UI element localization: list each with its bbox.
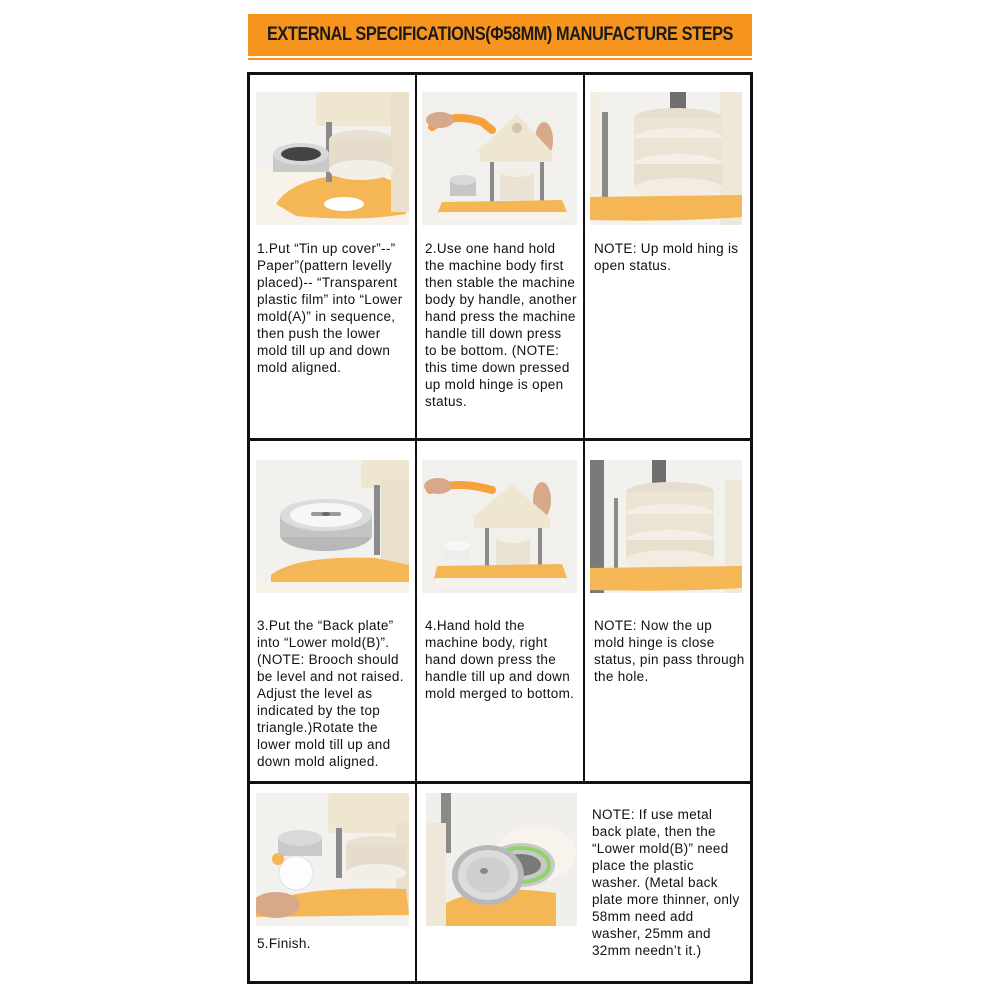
up-mold-hinge-open-icon [590,92,742,225]
step-1-photo [256,92,409,225]
note-2-caption: NOTE: Now the up mold hinge is close status, pin pass through the hole. [594,618,745,684]
step-5-caption: 5.Finish. [257,936,311,951]
step-1-caption: 1.Put “Tin up cover”--” Paper”(pattern levelly placed)-- “Transparent plastic film” into “Lower mold(A)” in sequence, then push the lower mold till up and down mold aligned. [257,241,403,375]
plastic-washer-icon [426,793,577,926]
step-3-photo [256,460,409,593]
step-3-caption: 3.Put the “Back plate” into “Lower mold(B)”. (NOTE: Brooch should be level and not raised. Adjust the level as indicated by the top triangle.)Rotate the lower mold till up and down mold aligned. [257,618,404,769]
finished-badge-icon [256,793,409,926]
lower-mold-loading-icon [256,92,409,225]
press-handle-icon [422,92,577,225]
press-handle-icon [422,460,577,593]
grid-divider-row-2 [247,781,753,784]
note-3-caption: NOTE: If use metal back plate, then the “Lower mold(B)” need place the plastic washer. (Metal back plate more thinner, only 58mm need add washer, 25mm and 32mm needn’t it.) [592,807,740,958]
banner-underline [248,58,752,60]
note-1-caption: NOTE: Up mold hing is open status. [594,241,739,273]
grid-divider-col-2 [583,72,585,782]
page-title: EXTERNAL SPECIFICATIONS(Φ58MM) MANUFACTURE STEPS [266,24,734,45]
grid-divider-col-1 [415,72,417,984]
up-mold-hinge-closed-icon [590,460,742,593]
grid-border-top [247,72,753,75]
grid-border-right [750,72,753,984]
back-plate-icon [256,460,409,593]
note-2-photo [590,460,742,593]
grid-border-bottom [247,981,753,984]
step-4-caption: 4.Hand hold the machine body, right hand down press the handle till up and down mold merged to bottom. [425,618,575,701]
step-2-photo [422,92,577,225]
step-5-photo [256,793,409,926]
step-2-caption: 2.Use one hand hold the machine body first then stable the machine body by handle, another hand press the machine handle till down press to be bottom. (NOTE: this time down pressed up mold hinge is open status. [425,241,577,409]
note-1-photo [590,92,742,225]
title-banner [248,14,752,56]
grid-divider-row-1 [247,438,753,441]
grid-border-left [247,72,250,984]
step-4-photo [422,460,577,593]
note-3-photo [426,793,577,926]
